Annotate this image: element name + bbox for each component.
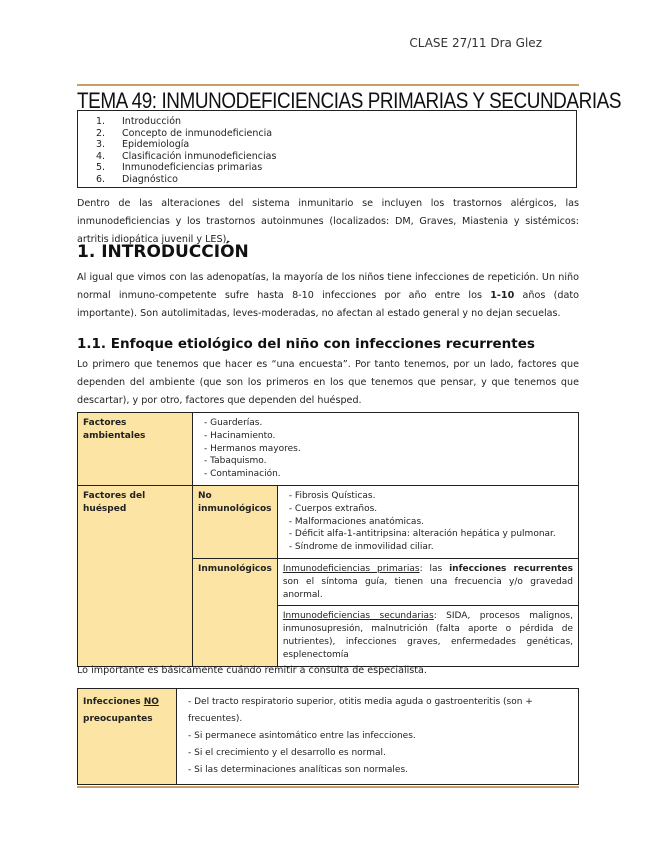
list-item: - Si las determinaciones analíticas son normales. <box>188 762 573 779</box>
subsection-paragraph: Lo primero que tenemos que hacer es “una encuesta”. Por tanto tenemos, por un lado, factores que dependen del ambiente (que son los primeros en los que tenemos que pensar, y que tenemos que descartar), y por otro, factores que dependen del huésped. <box>77 359 579 406</box>
list-item: - Tabaquismo. <box>204 455 573 468</box>
referral-table <box>77 688 579 785</box>
toc-item: 4. Clasificación inmunodeficiencias <box>96 150 277 162</box>
list-item: - Del tracto respiratorio superior, otitis media aguda o gastroenteritis (son + frecuentes). <box>188 694 573 728</box>
primary-immunodeficiency-cell: Inmunodeficiencias primarias: las infecciones recurrentes son el síntoma guía, tienen una frecuencia y/o gravedad anormal. <box>277 558 578 605</box>
list-item: - Síndrome de inmovilidad ciliar. <box>289 541 573 554</box>
non-immunological-cell <box>277 485 578 558</box>
table-of-contents <box>77 110 577 188</box>
non-worrying-infections-label: Infecciones NO preocupantes <box>78 689 177 785</box>
list-item: - Guarderías. <box>204 417 573 430</box>
referral-paragraph: Lo importante es básicamente cuándo remitir a consulta de especialista. <box>77 665 427 676</box>
ambient-factors-cell <box>193 413 579 486</box>
non-immunological-label: No inmunológicos <box>193 485 278 558</box>
non-worrying-infections-list <box>182 694 573 779</box>
ambient-factors-list <box>198 417 573 481</box>
table-row <box>78 689 579 785</box>
class-header: CLASE 27/11 Dra Glez <box>409 36 542 50</box>
list-item: - Si permanece asintomático entre las infecciones. <box>188 728 573 745</box>
secondary-immunodeficiency-cell: Inmunodeficiencias secundarias: SIDA, procesos malignos, inmunosupresión, malnutrición (falta aporte o pérdida de nutrientes), infecciones graves, enfermedades genéticas, esplenectomía <box>277 606 578 666</box>
list-item: - Cuerpos extraños. <box>289 503 573 516</box>
page-title: TEMA 49: INMUNODEFICIENCIAS PRIMARIAS Y SECUNDARIAS <box>77 88 622 113</box>
bottom-divider <box>77 786 579 788</box>
toc-item: 2. Concepto de inmunodeficiencia <box>96 127 273 139</box>
ambient-factors-label: Factores ambientales <box>78 413 193 486</box>
list-item: - Contaminación. <box>204 468 573 481</box>
non-immunological-list <box>283 490 573 554</box>
toc-item: 1. Introducción <box>96 116 182 127</box>
toc-label: Introducción <box>122 116 182 127</box>
toc-item: 3. Epidemiología <box>96 139 190 150</box>
top-divider <box>77 84 579 86</box>
list-item: - Hacinamiento. <box>204 430 573 443</box>
list-item: - Fibrosis Quísticas. <box>289 490 573 503</box>
list-item: - Malformaciones anatómicas. <box>289 516 573 529</box>
toc-label: Inmunodeficiencias primarias <box>122 162 263 173</box>
toc-item: 6. Diagnóstico <box>96 173 178 185</box>
toc-label: Epidemiología <box>122 139 190 150</box>
table-row <box>78 413 579 486</box>
toc-label: Diagnóstico <box>122 173 178 185</box>
toc-item: 5. Inmunodeficiencias primarias <box>96 162 263 173</box>
table-row <box>78 485 579 558</box>
non-worrying-infections-cell <box>177 689 579 785</box>
list-item: - Hermanos mayores. <box>204 443 573 456</box>
host-factors-label: Factores del huésped <box>78 485 193 666</box>
list-item: - Déficit alfa-1-antitripsina: alteración hepática y pulmonar. <box>289 528 573 541</box>
subsection-heading-enfoque: 1.1. Enfoque etiológico del niño con infecciones recurrentes <box>77 336 535 352</box>
section1-paragraph: Al igual que vimos con las adenopatías, la mayoría de los niños tiene infecciones de repetición. Un niño normal inmuno-competente sufre hasta 8-10 infecciones por año entre los 1-10 años (dato importante). Son autolimitadas, leves-moderadas, no afectan al estado general y no dejan secuelas. <box>77 272 579 319</box>
toc-label: Clasificación inmunodeficiencias <box>122 150 277 162</box>
intro-paragraph: Dentro de las alteraciones del sistema inmunitario se incluyen los trastornos alérgicos, las inmunodeficiencias y los trastornos autoinmunes (localizados: DM, Graves, Miastenia y sistémicos: artritis idiopática juvenil y LES), <box>77 198 579 245</box>
factors-table <box>77 412 579 667</box>
section-heading-introduccion: 1. INTRODUCCIÓN <box>77 242 249 262</box>
immunological-label: Inmunológicos <box>193 558 278 666</box>
list-item: - Si el crecimiento y el desarrollo es normal. <box>188 745 573 762</box>
toc-label: Concepto de inmunodeficiencia <box>122 127 273 139</box>
